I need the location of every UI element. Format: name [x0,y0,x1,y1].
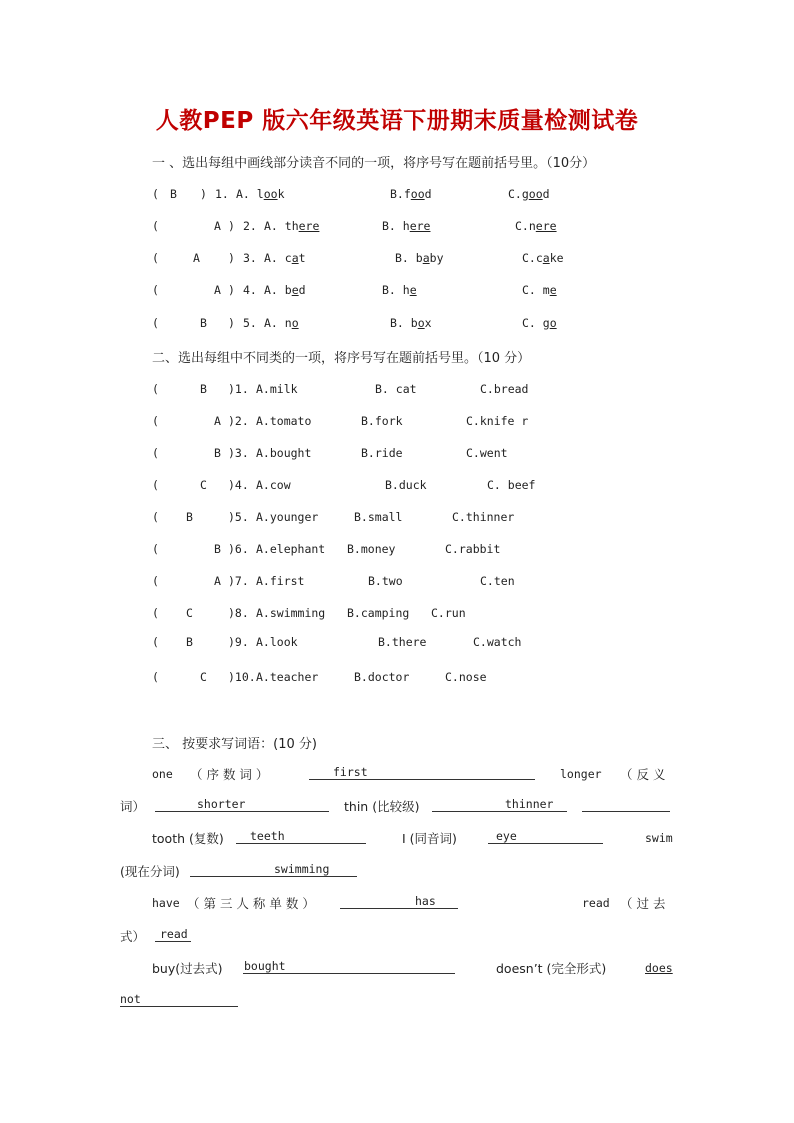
s2-number: )2. [228,414,249,428]
tooth-answer-blank[interactable] [236,829,366,844]
s2-open-paren: ( [152,606,159,620]
s2-open-paren: ( [152,635,159,649]
s2-option-c: C. beef [487,478,536,492]
s2-option-b: B.small [354,510,403,524]
s2-option-c: C.run [431,606,466,620]
s1-option-c: C.nere [515,219,557,233]
s2-option-b: B. cat [375,382,417,396]
s2-option-a: A.tomato [256,414,312,428]
s1-option-b: B. he [382,283,417,297]
buy-answer-blank[interactable] [243,959,455,974]
s2-number: )9. [228,635,249,649]
extra-blank[interactable] [582,797,670,812]
s1-option-b: B. here [382,219,431,233]
s2-open-paren: ( [152,446,159,460]
s2-number: )10. [228,670,256,684]
s1-option-a: A. bed [264,283,306,297]
s2-answer[interactable]: A [214,414,221,428]
s1-number: 1. [215,187,229,201]
s1-number: 3. [243,251,257,265]
thin-answer: thinner [505,797,554,811]
read-requirement-a: （ 过 去 [620,896,666,911]
s2-option-c: C.went [466,446,508,460]
s2-option-c: C.nose [445,670,487,684]
s1-open-paren: ( [152,283,159,297]
one-answer: first [333,765,368,779]
s1-option-c: C.good [508,187,550,201]
s2-answer[interactable]: B [186,510,193,524]
s2-option-b: B.camping [347,606,410,620]
s2-number: )8. [228,606,249,620]
s1-answer[interactable]: A [193,251,200,265]
s1-option-a: A. no [264,316,299,330]
doesnt-answer-a[interactable]: does [645,961,673,975]
s2-number: )1. [228,382,249,396]
s2-answer[interactable]: C [186,606,193,620]
s1-answer[interactable]: A [214,283,221,297]
s1-number: 4. [243,283,257,297]
s2-answer[interactable]: A [214,574,221,588]
have-requirement: （ 第 三 人 称 单 数 ） [187,896,315,911]
s2-open-paren: ( [152,478,159,492]
read-answer-blank[interactable] [155,927,191,942]
s1-close-paren: ) [228,251,235,265]
s1-answer[interactable]: A [214,219,221,233]
buy-answer: bought [244,959,286,973]
longer-word: longer [560,767,602,781]
s2-option-a: A.first [256,574,305,588]
s2-open-paren: ( [152,574,159,588]
s2-open-paren: ( [152,510,159,524]
swim-requirement: (现在分词) [120,864,180,879]
s1-close-paren: ) [228,219,235,233]
read-word: read [582,896,610,910]
s2-option-a: A.milk [256,382,298,396]
s2-option-a: A.younger [256,510,319,524]
s2-option-a: A.teacher [256,670,319,684]
doesnt-answer-b: not [120,992,141,1006]
s1-number: 5. [243,316,257,330]
s1-option-b: B.food [390,187,432,201]
have-word: have [152,896,180,910]
s1-open-paren: ( [152,316,159,330]
s1-close-paren: ) [228,283,235,297]
longer-answer: shorter [197,797,246,811]
longer-answer-blank[interactable] [155,797,329,812]
s2-option-a: A.swimming [256,606,326,620]
s1-answer[interactable]: B [170,187,177,201]
swim-answer-blank[interactable] [190,862,357,877]
s1-option-a: A. cat [264,251,306,265]
s2-option-c: C.thinner [452,510,515,524]
buy-word: buy(过去式) [152,961,223,976]
section1-heading: 一 、选出每组中画线部分读音不同的一项，将序号写在题前括号里。（10分） [152,156,596,171]
s2-answer[interactable]: B [186,635,193,649]
s2-option-b: B.money [347,542,396,556]
s2-option-c: C.watch [473,635,522,649]
have-answer-blank[interactable] [340,894,458,909]
s2-open-paren: ( [152,670,159,684]
have-answer: has [415,894,436,908]
s2-number: )5. [228,510,249,524]
s2-answer[interactable]: B [214,542,221,556]
section2-heading: 二、选出每组中不同类的一项，将序号写在题前括号里。（10 分） [152,351,531,366]
swim-word: swim [645,831,673,845]
tooth-word: tooth (复数) [152,831,224,846]
s2-option-a: A.bought [256,446,312,460]
s2-number: )7. [228,574,249,588]
swim-answer: swimming [274,862,330,876]
s2-number: )6. [228,542,249,556]
tooth-answer: teeth [250,829,285,843]
s1-open-paren: ( [152,187,159,201]
s2-option-b: B.doctor [354,670,410,684]
s2-open-paren: ( [152,542,159,556]
doesnt-answer-blank[interactable] [120,992,238,1007]
s2-number: )4. [228,478,249,492]
s1-number: 2. [243,219,257,233]
s1-option-b: B. baby [395,251,444,265]
longer-requirement-a: （ 反 义 [620,767,666,782]
s2-open-paren: ( [152,382,159,396]
s2-option-b: B.there [378,635,427,649]
s1-open-paren: ( [152,251,159,265]
s2-option-b: B.ride [361,446,403,460]
s2-option-c: C.rabbit [445,542,501,556]
s1-option-c: C. go [522,316,557,330]
s2-option-b: B.fork [361,414,403,428]
s1-option-c: C. me [522,283,557,297]
s2-option-a: A.elephant [256,542,326,556]
s1-option-a: A. there [264,219,320,233]
page-title: 人教PEP 版六年级英语下册期末质量检测试卷 [155,108,639,134]
s2-answer[interactable]: B [214,446,221,460]
one-answer-blank[interactable] [309,765,535,780]
read-answer: read [160,927,188,941]
s1-option-c: C.cake [522,251,564,265]
longer-requirement-b: 词） [120,799,146,814]
thin-answer-blank[interactable] [432,797,567,812]
s1-option-b: B. box [390,316,432,330]
s2-option-a: A.look [256,635,298,649]
read-requirement-b: 式） [120,929,146,944]
s1-close-paren: ) [228,316,235,330]
s1-option-a: A. look [236,187,285,201]
i-answer: eye [496,829,517,843]
s2-option-c: C.ten [480,574,515,588]
section3-heading: 三、 按要求写词语：(10 分) [152,737,317,752]
i-answer-blank[interactable] [488,829,603,844]
doesnt-word: doesn’t (完全形式) [496,961,607,976]
s2-answer[interactable]: B [200,382,207,396]
s2-answer[interactable]: C [200,478,207,492]
thin-word: thin (比较级) [344,799,420,814]
s1-answer[interactable]: B [200,316,207,330]
s1-close-paren: ) [200,187,207,201]
s2-open-paren: ( [152,414,159,428]
s2-answer[interactable]: C [200,670,207,684]
i-word: I (同音词) [402,831,457,846]
s2-option-c: C.knife r [466,414,529,428]
s2-option-b: B.duck [385,478,427,492]
one-word: one [152,767,173,781]
s2-option-a: A.cow [256,478,291,492]
s1-open-paren: ( [152,219,159,233]
s2-number: )3. [228,446,249,460]
one-requirement: （ 序 数 词 ） [190,767,269,782]
s2-option-c: C.bread [480,382,529,396]
s2-option-b: B.two [368,574,403,588]
